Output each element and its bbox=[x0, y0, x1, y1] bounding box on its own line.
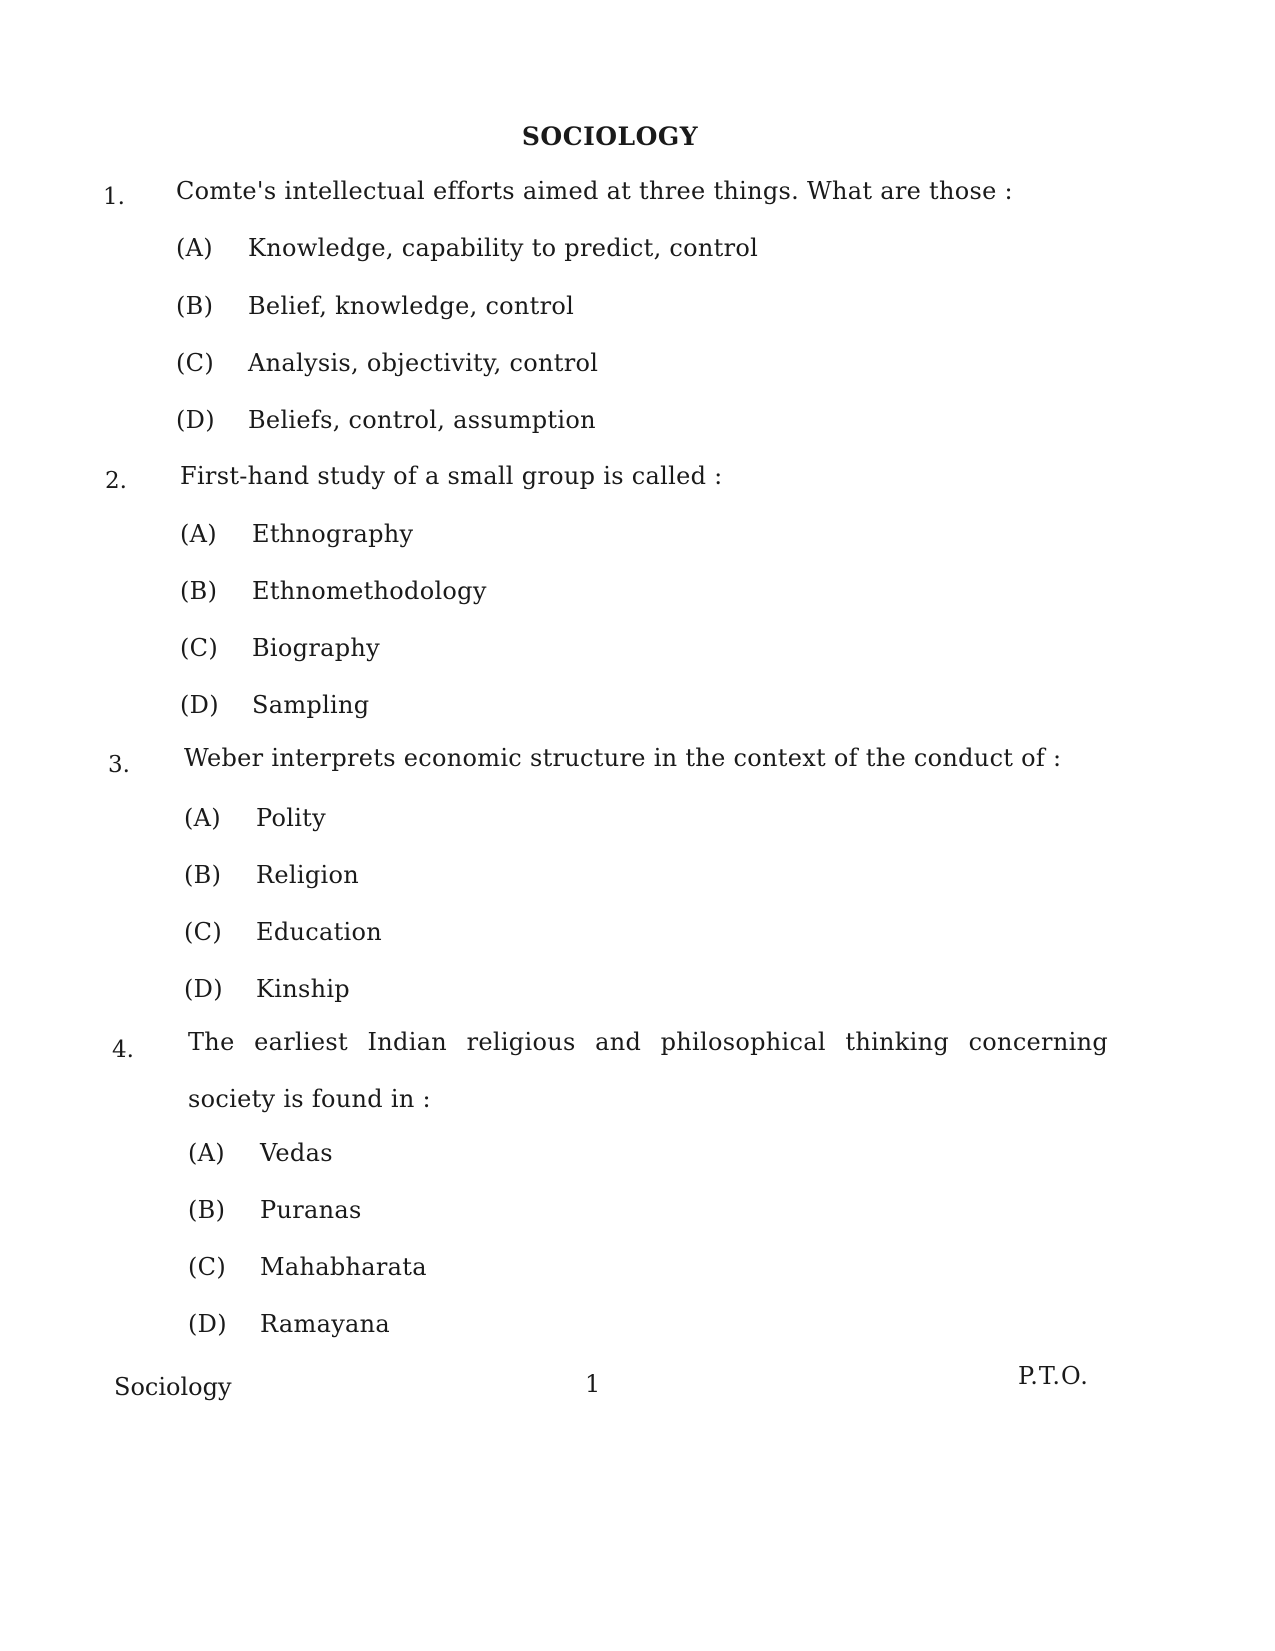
option-text: Ethnography bbox=[252, 520, 414, 548]
option-letter: (D) bbox=[180, 691, 219, 719]
option-letter: (B) bbox=[176, 292, 214, 320]
page-number: 1 bbox=[585, 1370, 601, 1398]
option-text: Puranas bbox=[260, 1196, 362, 1224]
option-text: Ethnomethodology bbox=[252, 577, 487, 605]
option-letter: (B) bbox=[184, 861, 222, 889]
footer-subject: Sociology bbox=[114, 1373, 232, 1401]
question-text: Comte's intellectual efforts aimed at three things. What are those : bbox=[176, 177, 1013, 205]
option-text: Vedas bbox=[260, 1139, 333, 1167]
option-letter: (C) bbox=[180, 634, 218, 662]
option-text: Sampling bbox=[252, 691, 370, 719]
question-number: 2. bbox=[105, 468, 127, 494]
option-text: Polity bbox=[256, 804, 326, 832]
option-letter: (A) bbox=[184, 804, 221, 832]
option-text: Education bbox=[256, 918, 383, 946]
option-text: Ramayana bbox=[260, 1310, 391, 1338]
question-text: First-hand study of a small group is called : bbox=[180, 462, 723, 490]
option-letter: (D) bbox=[176, 406, 215, 434]
question-text: Weber interprets economic structure in the context of the conduct of : bbox=[184, 744, 1062, 772]
option-letter: (A) bbox=[188, 1139, 225, 1167]
option-letter: (B) bbox=[180, 577, 218, 605]
option-text: Religion bbox=[256, 861, 359, 889]
option-text: Belief, knowledge, control bbox=[248, 292, 575, 320]
option-text: Biography bbox=[252, 634, 380, 662]
question-number: 1. bbox=[103, 184, 125, 210]
question-number: 3. bbox=[108, 752, 130, 778]
option-letter: (C) bbox=[188, 1253, 226, 1281]
page-title: SOCIOLOGY bbox=[521, 122, 699, 151]
option-letter: (A) bbox=[180, 520, 217, 548]
option-text: Knowledge, capability to predict, control bbox=[248, 234, 759, 262]
option-text: Analysis, objectivity, control bbox=[248, 349, 599, 377]
option-letter: (C) bbox=[176, 349, 214, 377]
question-number: 4. bbox=[112, 1037, 134, 1063]
question-text: The earliest Indian religious and philosophical thinking concerning society is found in : bbox=[188, 1028, 1108, 1113]
please-turn-over: P.T.O. bbox=[1018, 1362, 1089, 1390]
option-text: Mahabharata bbox=[260, 1253, 427, 1281]
option-text: Kinship bbox=[256, 975, 350, 1003]
option-letter: (B) bbox=[188, 1196, 226, 1224]
option-letter: (C) bbox=[184, 918, 222, 946]
option-letter: (A) bbox=[176, 234, 213, 262]
option-text: Beliefs, control, assumption bbox=[248, 406, 596, 434]
option-letter: (D) bbox=[184, 975, 223, 1003]
option-letter: (D) bbox=[188, 1310, 227, 1338]
